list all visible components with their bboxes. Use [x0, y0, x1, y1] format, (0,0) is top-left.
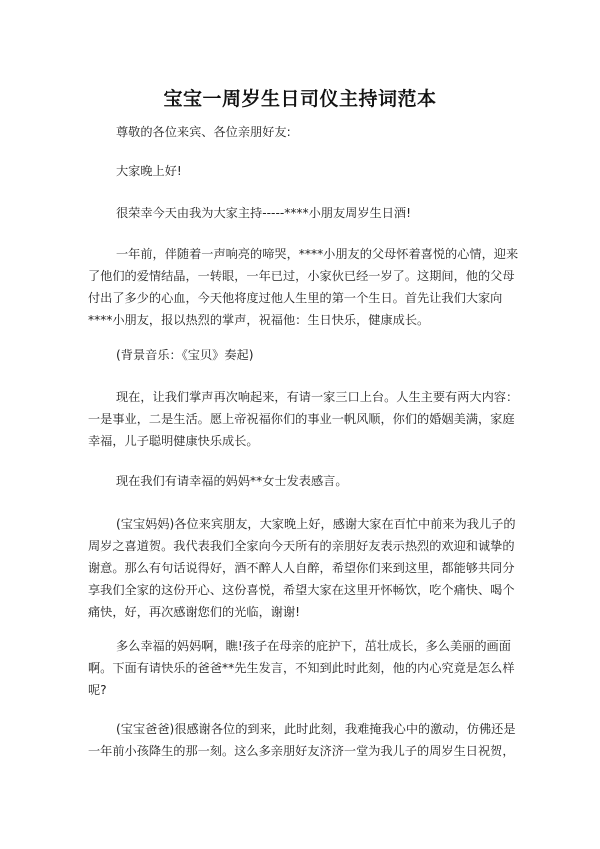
paragraph-mother-speech — [88, 513, 516, 623]
paragraph-invite-father — [88, 635, 516, 701]
text-line: 现在，让我们掌声再次响起来，有请一家三口上台。人生主要有两大内容： — [116, 390, 519, 404]
text-line: 一是事业，二是生活。愿上帝祝福你们的事业一帆风顺，你们的婚姻美满，家庭 — [88, 412, 515, 426]
paragraph-host-intro — [116, 202, 516, 224]
paragraph-invite-mother — [116, 470, 516, 492]
text-line: (宝宝爸爸)很感谢各位的到来，此时此刻，我难掩我心中的激动，仿佛还是 — [116, 722, 516, 736]
text-line: 现在我们有请幸福的妈妈**女士发表感言。 — [116, 474, 348, 488]
text-line: 付出了多少的心血，今天他将度过他人生里的第一个生日。首先让我们大家向 — [88, 291, 503, 305]
text-line: 尊敬的各位来宾、各位亲朋好友: — [116, 125, 291, 139]
text-line: 周岁之喜道贺。我代表我们全家向今天所有的亲朋好友表示热烈的欢迎和诚挚的 — [88, 539, 515, 553]
text-line: 一年前，伴随着一声响亮的啼哭，****小朋友的父母怀着喜悦的心情，迎来 — [116, 247, 519, 261]
text-line: 大家晚上好! — [116, 164, 182, 178]
text-line: 很荣幸今天由我为大家主持-----****小朋友周岁生日酒! — [116, 206, 411, 220]
text-line: 啊。下面有请快乐的爸爸**先生发言，不知到此时此刻，他的内心究竟是怎么样 — [88, 661, 515, 675]
paragraph-greeting — [116, 121, 516, 143]
text-line: 呢? — [88, 683, 107, 697]
text-line: (背景音乐：《宝贝》奏起) — [116, 348, 254, 362]
text-line: 了他们的爱情结晶，一转眼，一年已过，小家伙已经一岁了。这期间，他的父母 — [88, 269, 515, 283]
text-line: (宝宝妈妈)各位来宾朋友，大家晚上好，感谢大家在百忙中前来为我儿子的 — [116, 517, 516, 531]
text-line: ****小朋友，报以热烈的掌声，祝福他：生日快乐，健康成长。 — [88, 313, 430, 327]
text-line: 多么幸福的妈妈啊，瞧!孩子在母亲的庇护下，茁壮成长，多么美丽的画面 — [116, 639, 511, 653]
text-line: 谢意。那么有句话说得好，酒不醉人人自醉，希望你们来到这里，都能够共同分 — [88, 561, 515, 575]
text-line: 一年前小孩降生的那一刻。这么多亲朋好友济济一堂为我儿子的周岁生日祝贺， — [88, 744, 515, 758]
paragraph-father-speech — [88, 718, 516, 762]
paragraph-family-on-stage — [88, 386, 519, 452]
paragraph-one-year-ago — [88, 243, 519, 331]
text-line: 幸福，儿子聪明健康快乐成长。 — [88, 434, 259, 448]
text-line: 享我们全家的这份开心、这份喜悦，希望大家在这里开怀畅饮，吃个痛快、喝个 — [88, 583, 515, 597]
paragraph-background-music — [116, 344, 516, 366]
document-title: 宝宝一周岁生日司仪主持词范本 — [163, 88, 437, 110]
paragraph-good-evening — [116, 160, 516, 182]
text-line: 痛快，好，再次感谢您们的光临，谢谢! — [88, 605, 301, 619]
